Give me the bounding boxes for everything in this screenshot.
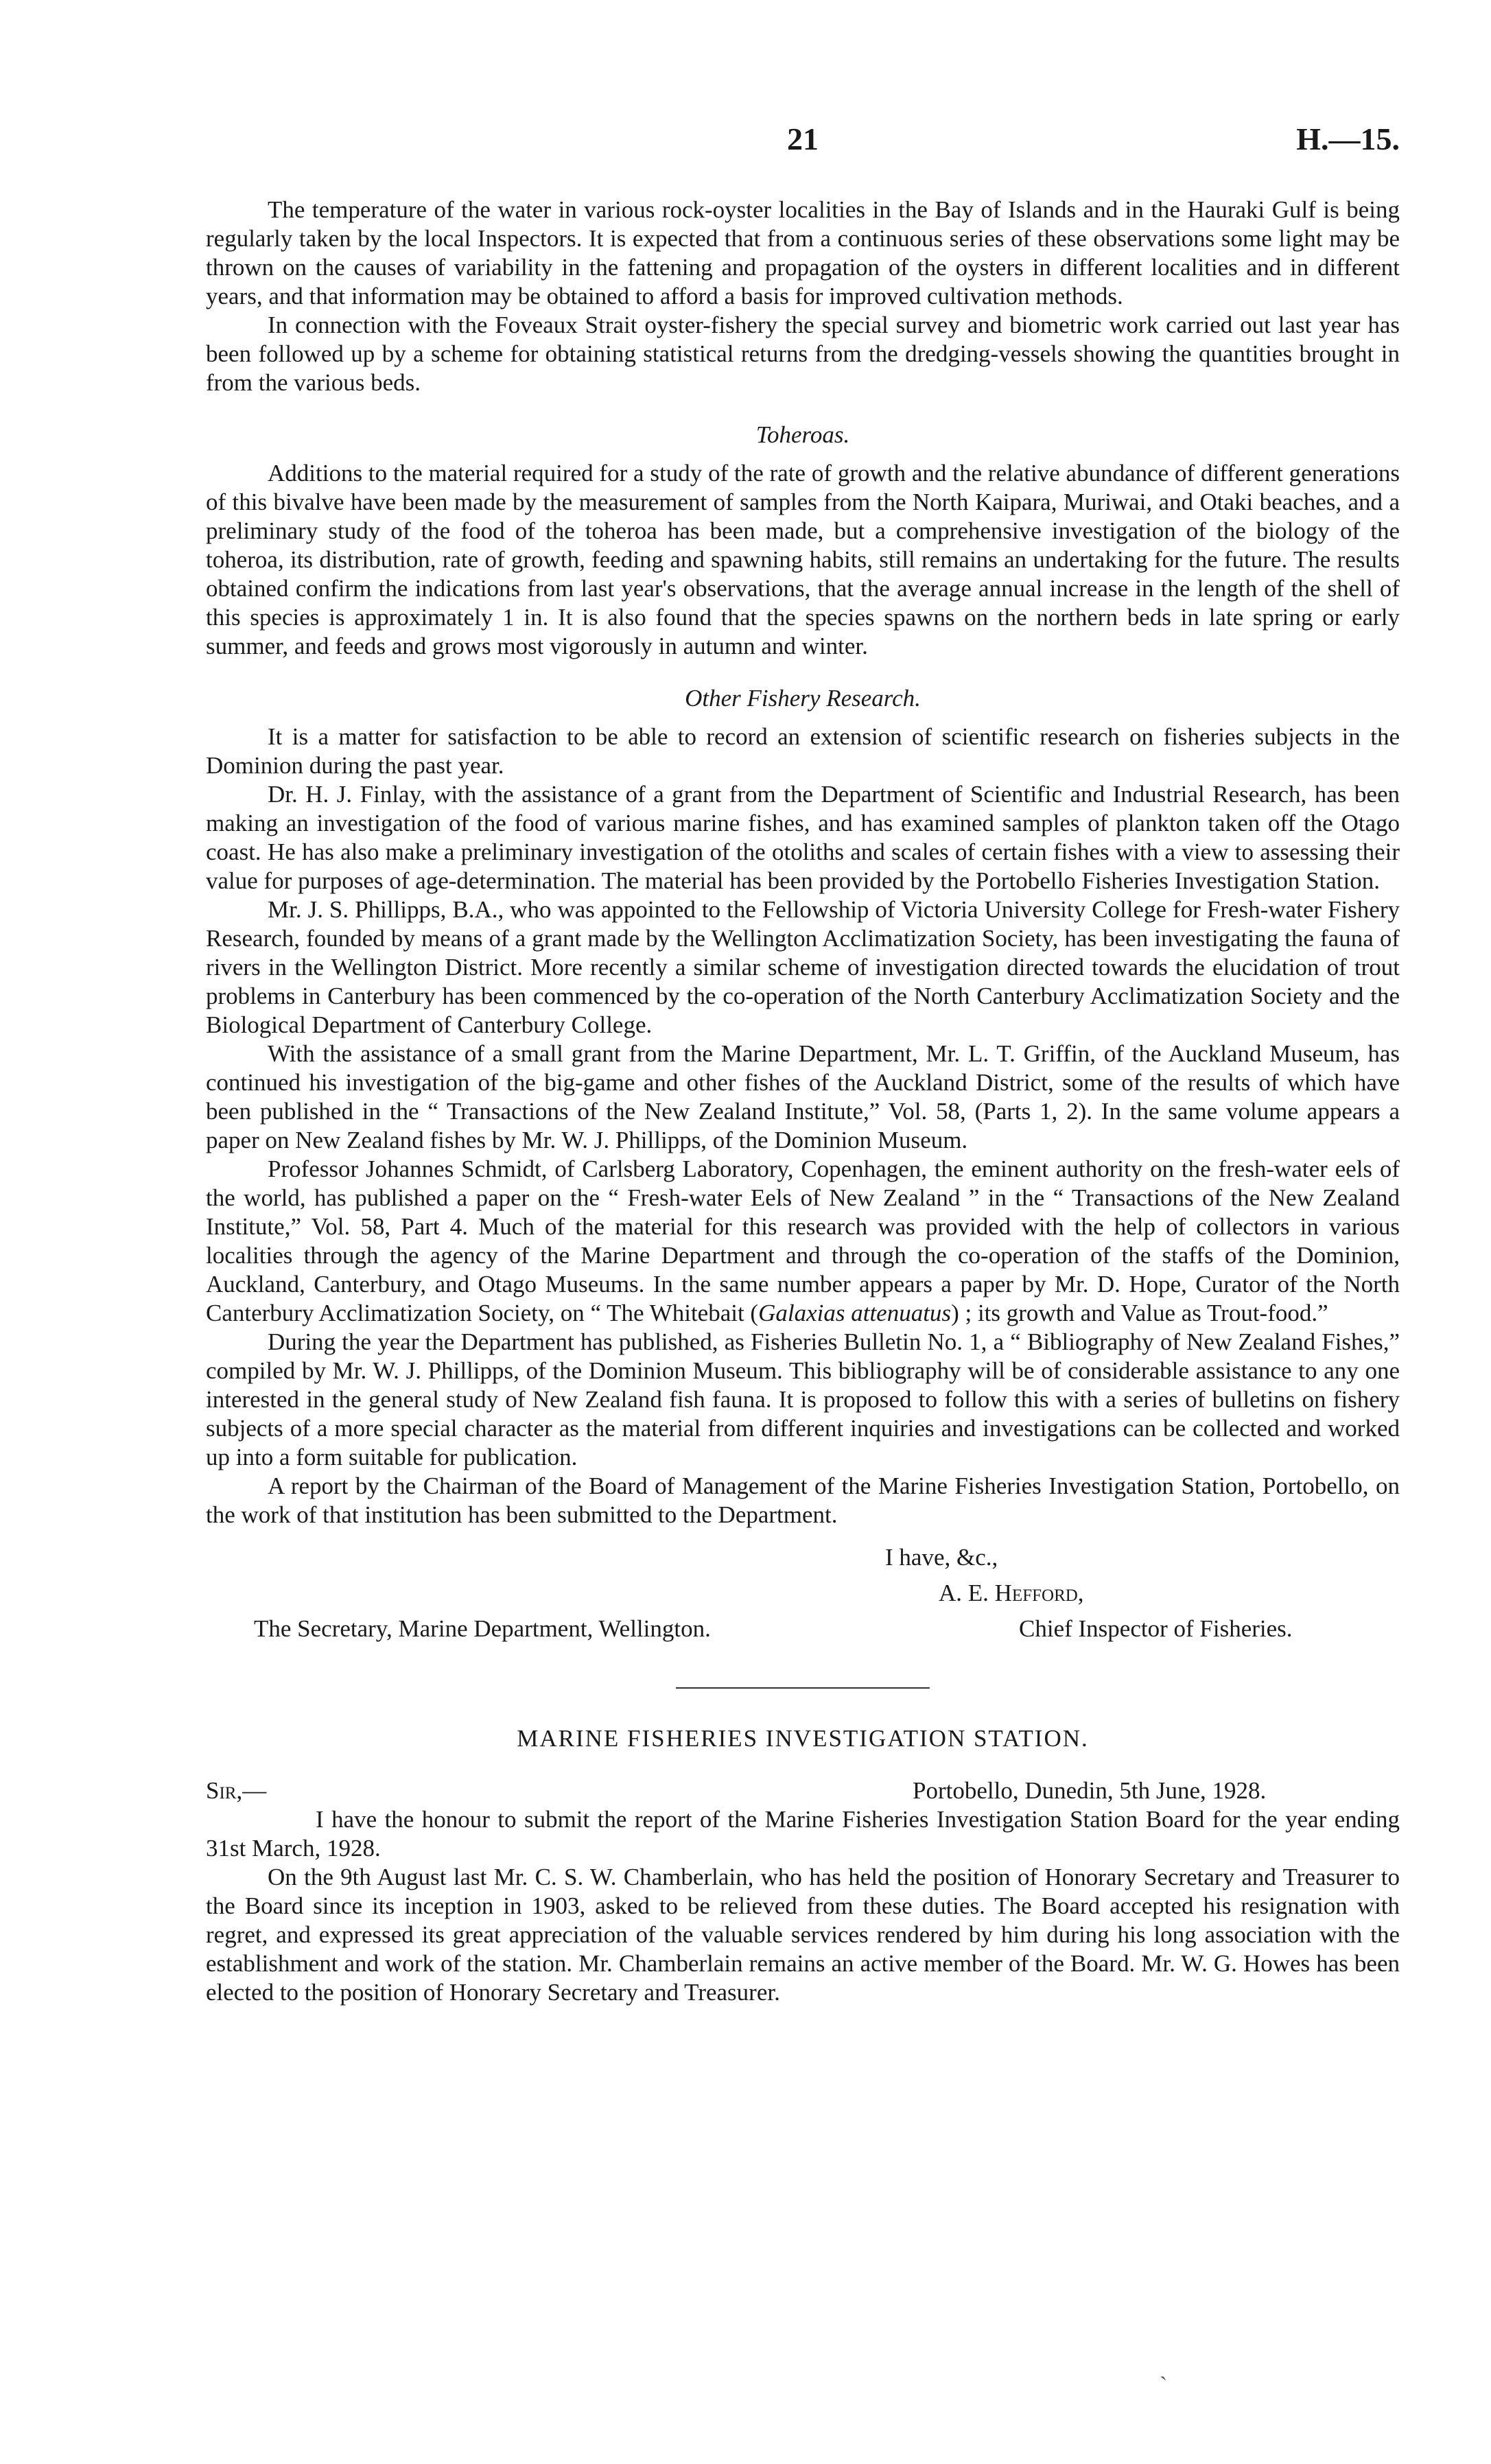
research-paragraph-5-part-1: Professor Johannes Schmidt, of Carlsberg Laboratory, Copenhagen, the eminent authority on the fresh-water eels of the world, has published a paper on the “ Fresh-water Eels of New Zealand ” in the “ Transactions of the New Zealand Institute,” Vol. 58, Part 4. Much of the material for this research was provided with the help of collectors in various localities through the agency of the Marine Department and through the co-operation of the staffs of the Dominion, Auckland, Canterbury, and Otago Museums. In the same number appears a paper by Mr. D. Hope, Curator of the North Canterbury Acclimatization Society, on “ The Whitebait ( (206, 1155, 1400, 1326)
page-header (206, 121, 1400, 166)
research-paragraph-5 (206, 1155, 1400, 1328)
research-paragraph-4: With the assistance of a small grant from the Marine Department, Mr. L. T. Griffin, of the Auckland Museum, has continued his investigation of the big-game and other fishes of the Auckland District, some of the results of which have been published in the “ Transactions of the New Zealand Institute,” Vol. 58, (Parts 1, 2). In the same volume appears a paper on New Zealand fishes by Mr. W. J. Phillipps, of the Dominion Museum. (206, 1040, 1400, 1153)
addressee: The Secretary, Marine Department, Wellington. (254, 1615, 711, 1642)
research-paragraph-5-part-2: ) ; its growth and Value as Trout-food.” (951, 1300, 1328, 1326)
stray-mark: ˏ (1160, 2355, 1168, 2380)
toheroas-paragraph: Additions to the material required for a study of the rate of growth and the relative abundance of different generations of this bivalve have been made by the measurement of samples from the North Kaipara, Muriwai, and Otaki beaches, and a preliminary study of the food of the toheroa has been made, but a comprehensive investigation of the biology of the toheroa, its distribution, rate of growth, feeding and spawning habits, still remains an undertaking for the future. The results obtained confirm the indications from last year's observations, that the average annual increase in the length of the shell of this species is approximately 1 in. It is also found that the species spawns on the northern beds in late spring or early summer, and feeds and grows most vigorously in autumn and winter. (206, 460, 1400, 659)
page-number: 21 (787, 121, 819, 156)
other-research-heading: Other Fishery Research. (685, 685, 921, 712)
signatory-title: Chief Inspector of Fisheries. (1019, 1615, 1293, 1642)
research-paragraph-7: A report by the Chairman of the Board of Management of the Marine Fisheries Investigation Station, Portobello, on the work of that institution has been submitted to the Department. (206, 1472, 1400, 1528)
research-paragraph-3: Mr. J. S. Phillipps, B.A., who was appointed to the Fellowship of Victoria University College for Fresh-water Fishery Research, founded by means of a grant made by the Wellington Acclimatization Society, has been investigating the fauna of rivers in the Wellington District. More recently a similar scheme of investigation directed towards the elucidation of trout problems in Canterbury has been commenced by the co-operation of the North Canterbury Acclimatization Society and the Biological Department of Canterbury College. (206, 896, 1400, 1038)
salutation: Sir,— (206, 1777, 267, 1804)
section-divider (676, 1687, 930, 1689)
document-code: H.—15. (1296, 121, 1400, 156)
station-paragraph-1: I have the honour to submit the report of the Marine Fisheries Investigation Station Board for the year ending 31st March, 1928. (206, 1806, 1400, 1862)
station-heading: MARINE FISHERIES INVESTIGATION STATION. (517, 1725, 1089, 1752)
page-content (206, 196, 1400, 2007)
signature-block (206, 1536, 1400, 1643)
research-paragraph-6: During the year the Department has published, as Fisheries Bulletin No. 1, a “ Bibliography of New Zealand Fishes,” compiled by Mr. W. J. Phillipps, of the Dominion Museum. This bibliography will be of considerable assistance to any one interested in the general study of New Zealand fish fauna. It is proposed to follow this with a series of bulletins on fishery subjects of a more special character as the material from different inquiries and investigations can be collected and worked up into a form suitable for publication. (206, 1328, 1400, 1470)
toheroas-heading: Toheroas. (755, 421, 850, 448)
station-paragraph-2: On the 9th August last Mr. C. S. W. Chamberlain, who has held the position of Honorary Secretary and Treasurer to the Board since its inception in 1903, asked to be relieved from these duties. The Board accepted his resignation with regret, and expressed its great appreciation of the valuable services rendered by him during his long association with the establishment and work of the station. Mr. Chamberlain remains an active member of the Board. Mr. W. G. Howes has been elected to the position of Honorary Secretary and Treasurer. (206, 1864, 1400, 2006)
research-paragraph-2: Dr. H. J. Finlay, with the assistance of a grant from the Department of Scientific and Industrial Research, has been making an investigation of the food of various marine fishes, and has examined samples of plankton taken off the Otago coast. He has also make a preliminary investigation of the otoliths and scales of certain fishes with a view to assessing their value for purposes of age-determination. The material has been provided by the Portobello Fisheries Investigation Station. (206, 781, 1400, 894)
signatory-name: A. E. Hefford, (939, 1580, 1084, 1606)
species-name: Galaxias attenuatus (758, 1300, 952, 1326)
closing-greeting: I have, &c., (885, 1544, 998, 1571)
oysters-paragraph-2: In connection with the Foveaux Strait oyster-fishery the special survey and biometric work carried out last year has been followed up by a scheme for obtaining statistical returns from the dredging-vessels showing the quantities brought in from the various beds. (206, 312, 1400, 396)
oysters-paragraph-1: The temperature of the water in various rock-oyster localities in the Bay of Islands and in the Hauraki Gulf is being regularly taken by the local Inspectors. It is expected that from a continuous series of these observations some light may be thrown on the causes of variability in the fattening and propagation of the oysters in different localities and in different years, and that information may be obtained to afford a basis for improved cultivation methods. (206, 196, 1400, 309)
place-and-date: Portobello, Dunedin, 5th June, 1928. (913, 1777, 1267, 1804)
research-paragraph-1: It is a matter for satisfaction to be able to record an extension of scientific research on fisheries subjects in the Dominion during the past year. (206, 723, 1400, 779)
